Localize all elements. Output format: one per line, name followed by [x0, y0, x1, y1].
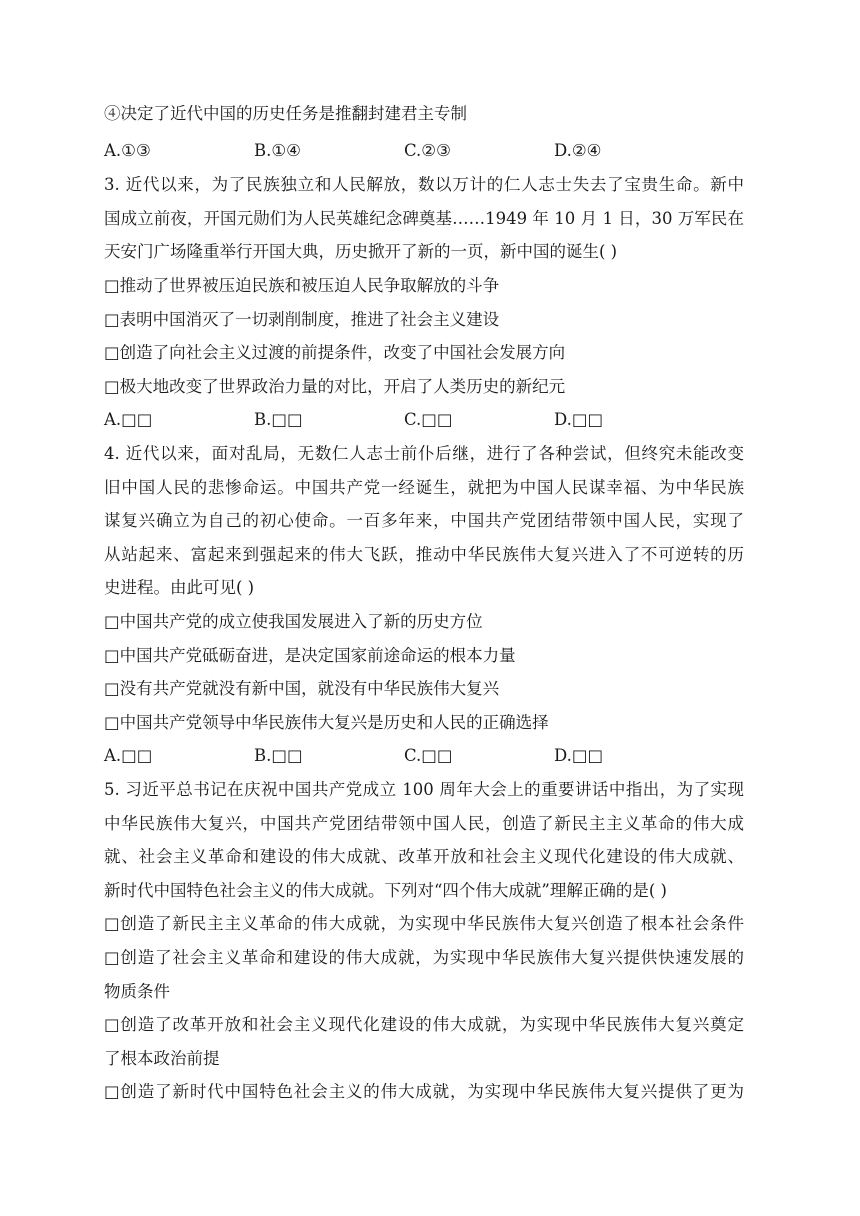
q2-statement-4: ④决定了近代中国的历史任务是推翻封建君主专制	[104, 104, 467, 123]
q3-option-c: C.□□	[404, 410, 453, 429]
q4-statement: □中国共产党砥砺奋进，是决定国家前途命运的根本力量	[104, 646, 516, 665]
q5-statement-line: 物质条件	[104, 982, 170, 1001]
q4-statement: □中国共产党的成立使我国发展进入了新的历史方位	[104, 612, 483, 631]
q5-stem-line: 5. 习近平总书记在庆祝中国共产党成立 100 周年大会上的重要讲话中指出，为了实现	[104, 780, 744, 799]
q4-options	[104, 744, 764, 768]
q5-stem-line: 新时代中国特色社会主义的伟大成就。下列对“四个伟大成就”理解正确的是( )	[104, 881, 667, 900]
q4-stem-line: 史进程。由此可见( )	[104, 578, 255, 597]
q3-options	[104, 408, 764, 432]
q3-statement: □极大地改变了世界政治力量的对比，开启了人类历史的新纪元	[104, 377, 566, 396]
q3-stem-line: 天安门广场隆重举行开国大典，历史掀开了新的一页，新中国的诞生( )	[104, 242, 618, 261]
q4-statement: □中国共产党领导中华民族伟大复兴是历史和人民的正确选择	[104, 713, 549, 732]
q4-statement: □没有共产党就没有新中国，就没有中华民族伟大复兴	[104, 679, 500, 698]
q2-options	[104, 139, 764, 163]
q5-statement-line: □创造了社会主义革命和建设的伟大成就，为实现中华民族伟大复兴提供快速发展的	[104, 948, 744, 967]
q4-stem-line: 4. 近代以来，面对乱局，无数仁人志士前仆后继，进行了各种尝试，但终究未能改变	[104, 444, 744, 463]
q3-statement: □创造了向社会主义过渡的前提条件，改变了中国社会发展方向	[104, 343, 566, 362]
q2-option-c: C.②③	[404, 141, 451, 160]
q3-statement: □推动了世界被压迫民族和被压迫人民争取解放的斗争	[104, 276, 500, 295]
q5-statement-line: □创造了新民主主义革命的伟大成就，为实现中华民族伟大复兴创造了根本社会条件	[104, 914, 744, 933]
q3-option-b: B.□□	[254, 410, 303, 429]
q3-option-d: D.□□	[554, 410, 604, 429]
q3-option-a: A.□□	[104, 410, 153, 429]
q5-statement-line: □创造了新时代中国特色社会主义的伟大成就，为实现中华民族伟大复兴提供了更为	[104, 1082, 744, 1101]
q3-stem-line: 3. 近代以来，为了民族独立和人民解放，数以万计的仁人志士失去了宝贵生命。新中	[104, 175, 744, 194]
q4-stem-line: 旧中国人民的悲惨命运。中国共产党一经诞生，就把为中国人民谋幸福、为中华民族	[104, 478, 744, 497]
q4-stem-line: 从站起来、富起来到强起来的伟大飞跃，推动中华民族伟大复兴进入了不可逆转的历	[104, 545, 744, 564]
q4-option-b: B.□□	[254, 746, 303, 765]
q5-statement-line: 了根本政治前提	[104, 1049, 220, 1068]
q3-stem-line: 国成立前夜，开国元勋们为人民英雄纪念碑奠基……1949 年 10 月 1 日，30 万军民在	[104, 209, 744, 228]
q5-stem-line: 中华民族伟大复兴，中国共产党团结带领中国人民，创造了新民主主义革命的伟大成	[104, 814, 744, 833]
q4-option-a: A.□□	[104, 746, 153, 765]
q4-option-d: D.□□	[554, 746, 604, 765]
q5-statement-line: □创造了改革开放和社会主义现代化建设的伟大成就，为实现中华民族伟大复兴奠定	[104, 1015, 744, 1034]
q2-option-b: B.①④	[254, 141, 301, 160]
q2-option-d: D.②④	[554, 141, 602, 160]
q4-stem-line: 谋复兴确立为自己的初心使命。一百多年来，中国共产党团结带领中国人民，实现了	[104, 511, 744, 530]
q3-statement: □表明中国消灭了一切剥削制度，推进了社会主义建设	[104, 310, 500, 329]
q4-option-c: C.□□	[404, 746, 453, 765]
q2-option-a: A.①③	[104, 141, 151, 160]
q5-stem-line: 就、社会主义革命和建设的伟大成就、改革开放和社会主义现代化建设的伟大成就、	[104, 847, 744, 866]
